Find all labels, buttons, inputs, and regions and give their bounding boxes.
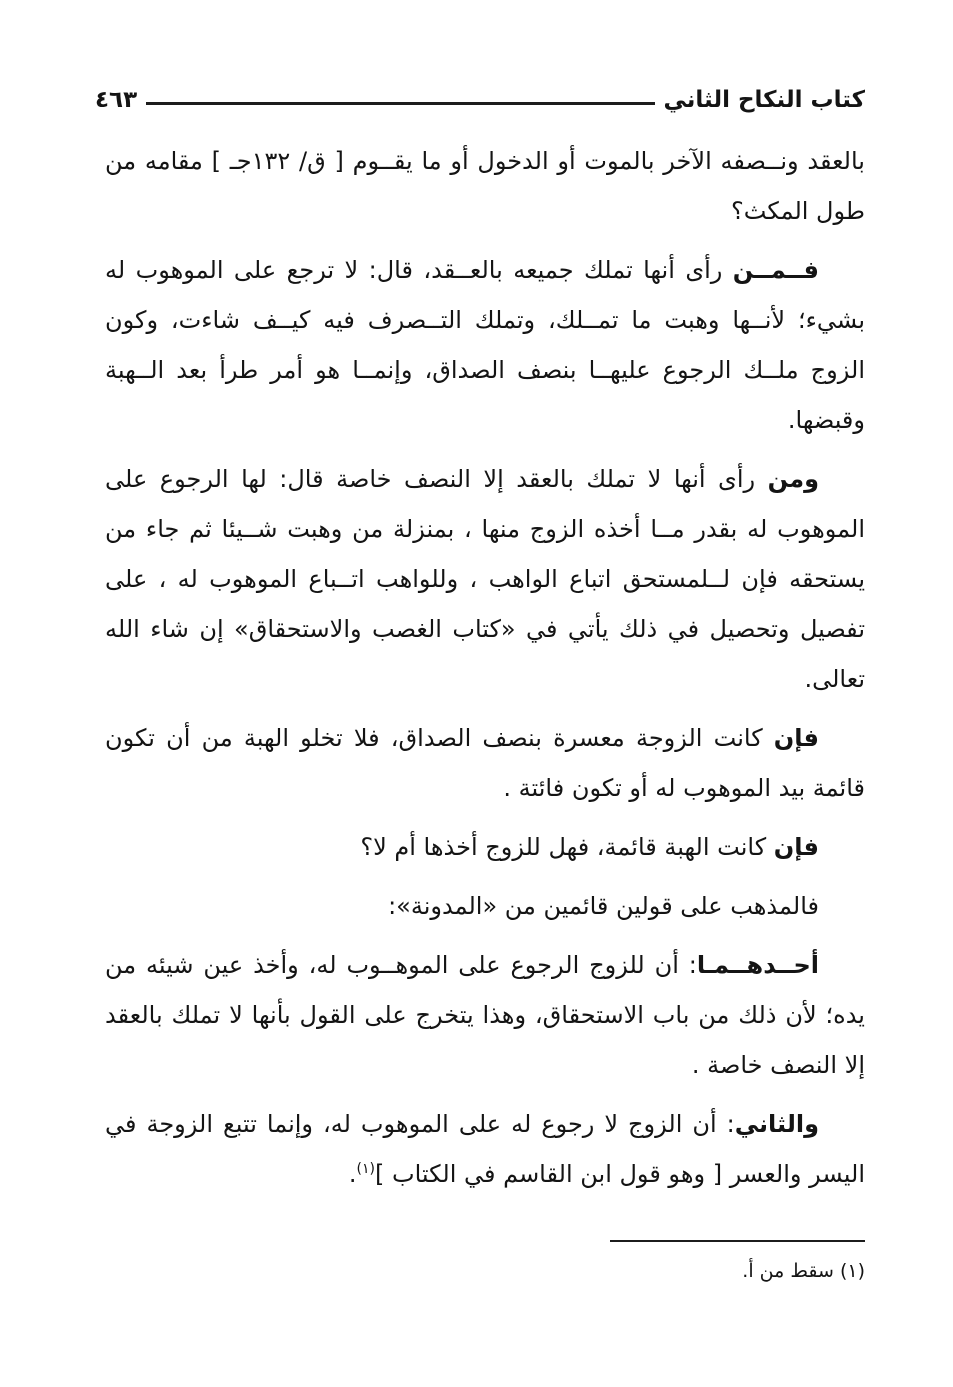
body-paragraph-8: [105, 1099, 865, 1199]
body-paragraph-1: [105, 136, 865, 236]
footnote-reference: (١): [356, 1161, 375, 1177]
body-paragraph-7: [105, 940, 865, 1090]
paragraph-text: بالعقد ونــصفه الآخر بالموت أو الدخول أو ما يقــوم [ ق/ ١٣٢جـ ] مقامه من طول المكث؟: [105, 147, 865, 225]
header-rule: [146, 102, 654, 105]
body-text: [105, 136, 865, 1208]
body-paragraph-3: [105, 454, 865, 704]
body-paragraph-6: [105, 881, 865, 931]
paragraph-text: رأى أنها لا تملك بالعقد إلا النصف خاصة قال: لها الرجوع على الموهوب له بقدر مــا أخذه الزوج منها ، بمنزلة من وهبت شــيئا ثم جاء من يستحقه فإن لــلمستحق اتباع الواهب ، وللواهب اتــباع الموهوب له ، على تفصيل وتحصيل في ذلك يأتي في «كتاب الغصب والاستحقاق» إن شاء الله تعالى.: [105, 465, 865, 693]
running-header: [95, 80, 865, 120]
paragraph-text: : أن الزوج لا رجوع له على الموهوب له، وإنما تتبع الزوجة في اليسر والعسر [ وهو قول ابن القاسم في الكتاب ]: [105, 1110, 865, 1188]
paragraph-lead-word: فإن: [773, 833, 819, 861]
footnotes: [105, 1226, 865, 1286]
paragraph-text: فالمذهب على قولين قائمين من «المدونة»:: [388, 892, 819, 920]
paragraph-lead-word: والثاني: [734, 1110, 819, 1138]
body-paragraph-4: [105, 713, 865, 813]
chapter-title: كتاب النكاح الثاني: [663, 87, 865, 113]
paragraph-lead-word: أحــدهــمـا: [696, 951, 819, 979]
paragraph-text: كانت الزوجة معسرة بنصف الصداق، فلا تخلو الهبة من أن تكون قائمة بيد الموهوب له أو تكون فائتة .: [105, 724, 865, 802]
paragraph-lead-word: فإن: [773, 724, 819, 752]
paragraph-text: رأى أنها تملك جميعه بالعــقد، قال: لا ترجع على الموهوب له بشيء؛ لأنــها وهبت ما تمــلك، وتملك التــصرف فيه كيــف شاءت، وكون الزوج ملــك الرجوع عليهــا بنصف الصداق، وإنمــا هو أمر طرأ بعد الــهبة وقبضها.: [105, 256, 865, 434]
footnote-text: (١) سقط من أ.: [742, 1260, 865, 1282]
paragraph-lead-word: فــمــن: [732, 256, 819, 284]
page-content: [105, 136, 865, 1286]
page-number: ٤٦٣: [95, 87, 138, 113]
body-paragraph-5: [105, 822, 865, 872]
paragraph-text: : أن للزوج الرجوع على الموهــوب له، وأخذ عين شيئه من يده؛ لأن ذلك من باب الاستحقاق، وهذا يتخرج على القول بأنها لا تملك بالعقد إلا النصف خاصة .: [105, 951, 865, 1079]
paragraph-text: كانت الهبة قائمة، فهل للزوج أخذها أم لا؟: [360, 833, 774, 861]
paragraph-end-punctuation: .: [348, 1160, 357, 1188]
body-paragraph-2: [105, 245, 865, 445]
footnote-separator: [610, 1240, 865, 1242]
paragraph-lead-word: ومن: [767, 465, 819, 493]
